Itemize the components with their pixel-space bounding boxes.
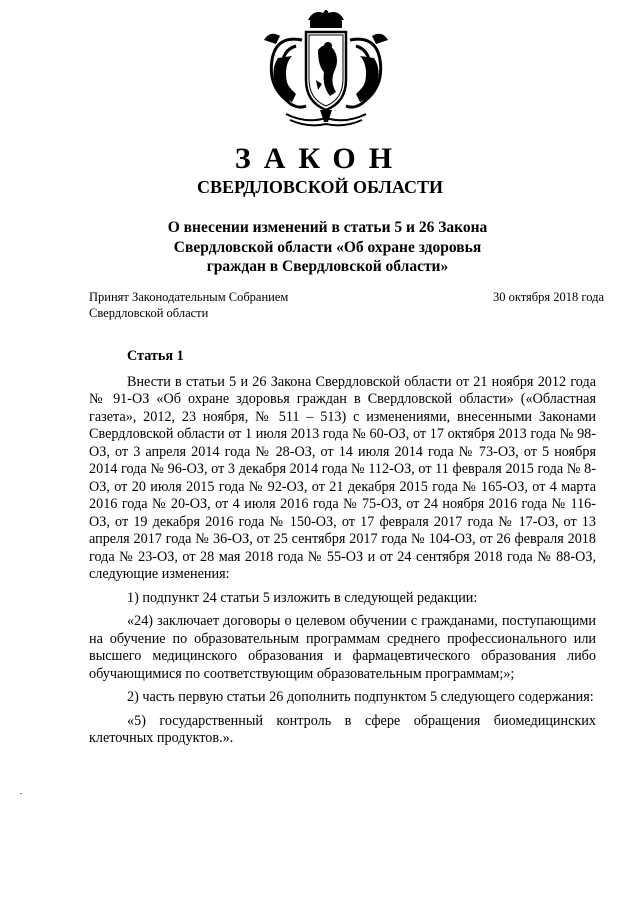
article-paragraph: 1) подпункт 24 статьи 5 изложить в следующей редакции: <box>127 589 478 606</box>
article-paragraph: Внести в статьи 5 и 26 Закона Свердловской области от 21 ноября 2012 года № 91-ОЗ «Об охране здоровья граждан в Свердловской области» («Областная газета», 2012, 23 ноября, № 511 – 513) с изменениями, внесенными Законами Свердловской области от 1 июля 2013 года № 60-ОЗ, от 17 октября 2013 года № 98-ОЗ, от 3 апреля 2014 года № 28-ОЗ, от 14 июля 2014 года № 73-ОЗ, от 5 ноября 2014 года № 96-ОЗ, от 3 декабря 2014 года № 112-ОЗ, от 11 февраля 2015 года № 8-ОЗ, от 20 июля 2015 года № 92-ОЗ, от 21 декабря 2015 года № 165-ОЗ, от 4 марта 2016 года № 20-ОЗ, от 4 июля 2016 года № 75-ОЗ, от 24 ноября 2016 года № 116-ОЗ, от 19 декабря 2016 года № 150-ОЗ, от 17 февраля 2017 года № 17-ОЗ, от 13 апреля 2017 года № 36-ОЗ, от 25 сентября 2017 года № 104-ОЗ, от 26 февраля 2018 года № 23-ОЗ, от 28 мая 2018 года № 55-ОЗ и от 24 сентября 2018 года № 88-ОЗ, следующие изменения: <box>89 373 596 582</box>
law-title: О внесении изменений в статьи 5 и 26 Закона Свердловской области «Об охране здоровья граждан в Свердловской области» <box>167 219 488 275</box>
article-heading: Статья 1 <box>127 348 184 364</box>
article-paragraph: «24) заключает договоры о целевом обучении с гражданами, поступающими на обучение по образовательным программам среднего профессионального или высшего медицинского образования и фармацевтического образования либо обучающимися по соответствующим образовательным программам;»; <box>89 613 596 682</box>
adoption-body: Принят Законодательным Собранием Свердловской области <box>89 290 289 320</box>
scan-speck <box>20 793 22 794</box>
article-paragraph: 2) часть первую статьи 26 дополнить подпунктом 5 следующего содержания: <box>127 689 594 705</box>
document-title: ЗАКОН <box>234 142 406 175</box>
adoption-date: 30 октября 2018 года <box>492 290 604 304</box>
document-body <box>89 348 596 748</box>
coat-of-arms-icon <box>256 10 396 130</box>
article-paragraph: «5) государственный контроль в сфере обращения биомедицинских клеточных продуктов.». <box>89 712 596 746</box>
document-subtitle: СВЕРДЛОВСКОЙ ОБЛАСТИ <box>197 177 443 197</box>
